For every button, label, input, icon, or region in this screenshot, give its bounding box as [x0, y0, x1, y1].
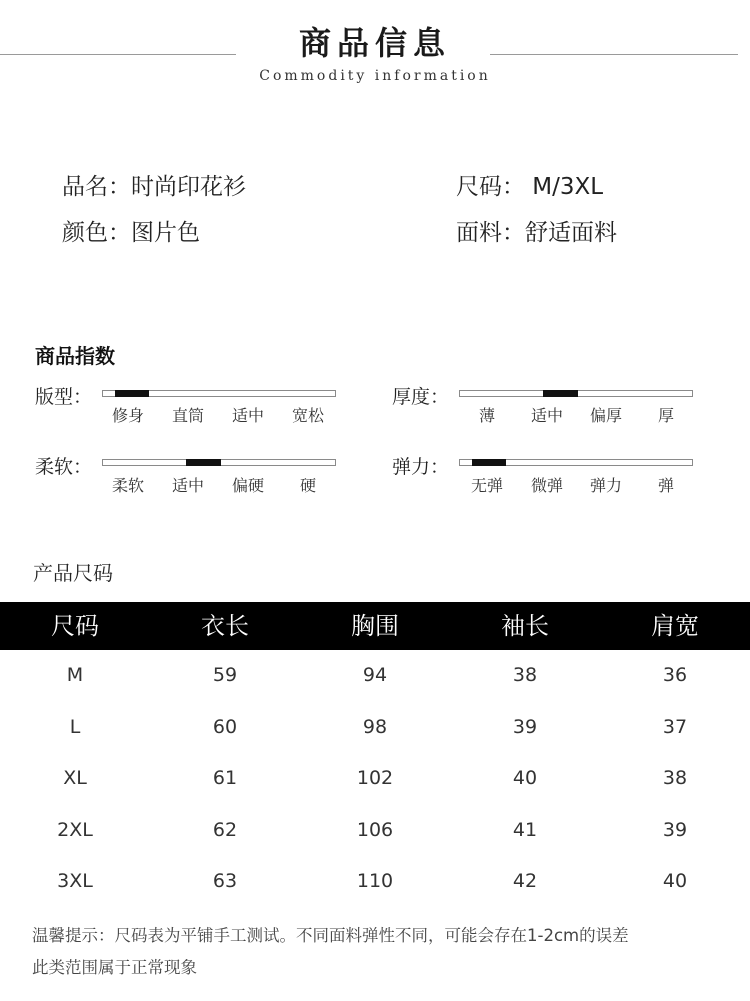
header-size: 尺码 [51, 612, 99, 640]
thickness-scale-marker [543, 390, 578, 397]
table-cell: 106 [356, 818, 394, 841]
softness-option: 柔软 [111, 476, 145, 495]
table-cell: 36 [662, 664, 688, 686]
fit-option: 适中 [231, 406, 265, 425]
thickness-label: 厚度： [392, 386, 450, 408]
softness-option: 硬 [299, 476, 317, 495]
table-cell: 98 [362, 715, 388, 738]
softness-scale [102, 459, 336, 466]
softness-option: 适中 [171, 476, 205, 495]
elasticity-option: 微弹 [530, 476, 564, 495]
table-row [0, 702, 750, 754]
thickness-option: 薄 [478, 406, 496, 425]
softness-label: 柔软： [35, 456, 93, 478]
thickness-option: 厚 [657, 406, 675, 425]
notice-line-2: 此类范围属于正常现象 [32, 958, 197, 977]
elasticity-option: 无弹 [470, 476, 504, 495]
table-cell: 61 [212, 767, 238, 789]
header-length: 衣长 [201, 612, 249, 640]
thickness-scale [459, 390, 693, 397]
product-color: 颜色：图片色 [62, 220, 200, 246]
size-chart-title: 产品尺码 [33, 561, 113, 585]
table-cell: 102 [356, 767, 394, 789]
elasticity-label: 弹力： [392, 456, 450, 478]
table-cell: 60 [212, 715, 238, 738]
table-cell: 59 [212, 664, 238, 686]
thickness-option: 适中 [530, 406, 564, 425]
table-cell: 94 [362, 664, 388, 686]
table-row [0, 650, 750, 702]
table-cell: 110 [356, 870, 394, 892]
softness-scale-marker [186, 459, 221, 466]
elasticity-scale [459, 459, 693, 466]
elasticity-option: 弹 [657, 476, 675, 495]
table-cell: 39 [512, 715, 538, 738]
size-table-header [0, 602, 750, 650]
header-shoulder: 肩宽 [651, 612, 699, 640]
indices-title: 商品指数 [35, 344, 115, 368]
table-cell: 41 [512, 818, 538, 841]
product-fabric: 面料：舒适面料 [456, 220, 617, 246]
table-cell: 42 [512, 870, 538, 892]
table-row [0, 856, 750, 908]
table-cell: 2XL [57, 818, 93, 841]
table-cell: 40 [512, 767, 538, 789]
header-sleeve: 袖长 [501, 612, 549, 640]
table-cell: 3XL [57, 870, 93, 892]
notice-line-1: 温馨提示：尺码表为平铺手工测试。不同面料弹性不同，可能会存在1-2cm的误差 [32, 926, 629, 945]
fit-scale [102, 390, 336, 397]
table-row [0, 805, 750, 857]
elasticity-option: 弹力 [589, 476, 623, 495]
header-chest: 胸围 [351, 612, 399, 640]
table-cell: 63 [212, 870, 238, 892]
size-notice [32, 920, 732, 984]
table-cell: M [66, 664, 84, 686]
softness-option: 偏硬 [231, 476, 265, 495]
table-cell: 38 [512, 664, 538, 686]
product-size: 尺码： M/3XL [456, 174, 604, 200]
fit-option: 修身 [111, 406, 145, 425]
table-cell: 38 [662, 767, 688, 789]
page-subtitle: Commodity information [259, 68, 491, 84]
fit-scale-marker [115, 390, 150, 397]
fit-option: 直筒 [171, 406, 205, 425]
elasticity-scale-marker [472, 459, 507, 466]
table-cell: 37 [662, 715, 688, 738]
product-name: 品名：时尚印花衫 [62, 174, 246, 200]
thickness-option: 偏厚 [589, 406, 623, 425]
table-cell: L [69, 715, 81, 738]
table-row [0, 753, 750, 805]
fit-label: 版型： [35, 386, 93, 408]
table-cell: 40 [662, 870, 688, 892]
page-title: 商品信息 [298, 24, 451, 62]
table-cell: 62 [212, 818, 238, 841]
size-table [0, 602, 750, 908]
table-cell: 39 [662, 818, 688, 841]
fit-option: 宽松 [291, 406, 325, 425]
table-cell: XL [63, 767, 87, 789]
